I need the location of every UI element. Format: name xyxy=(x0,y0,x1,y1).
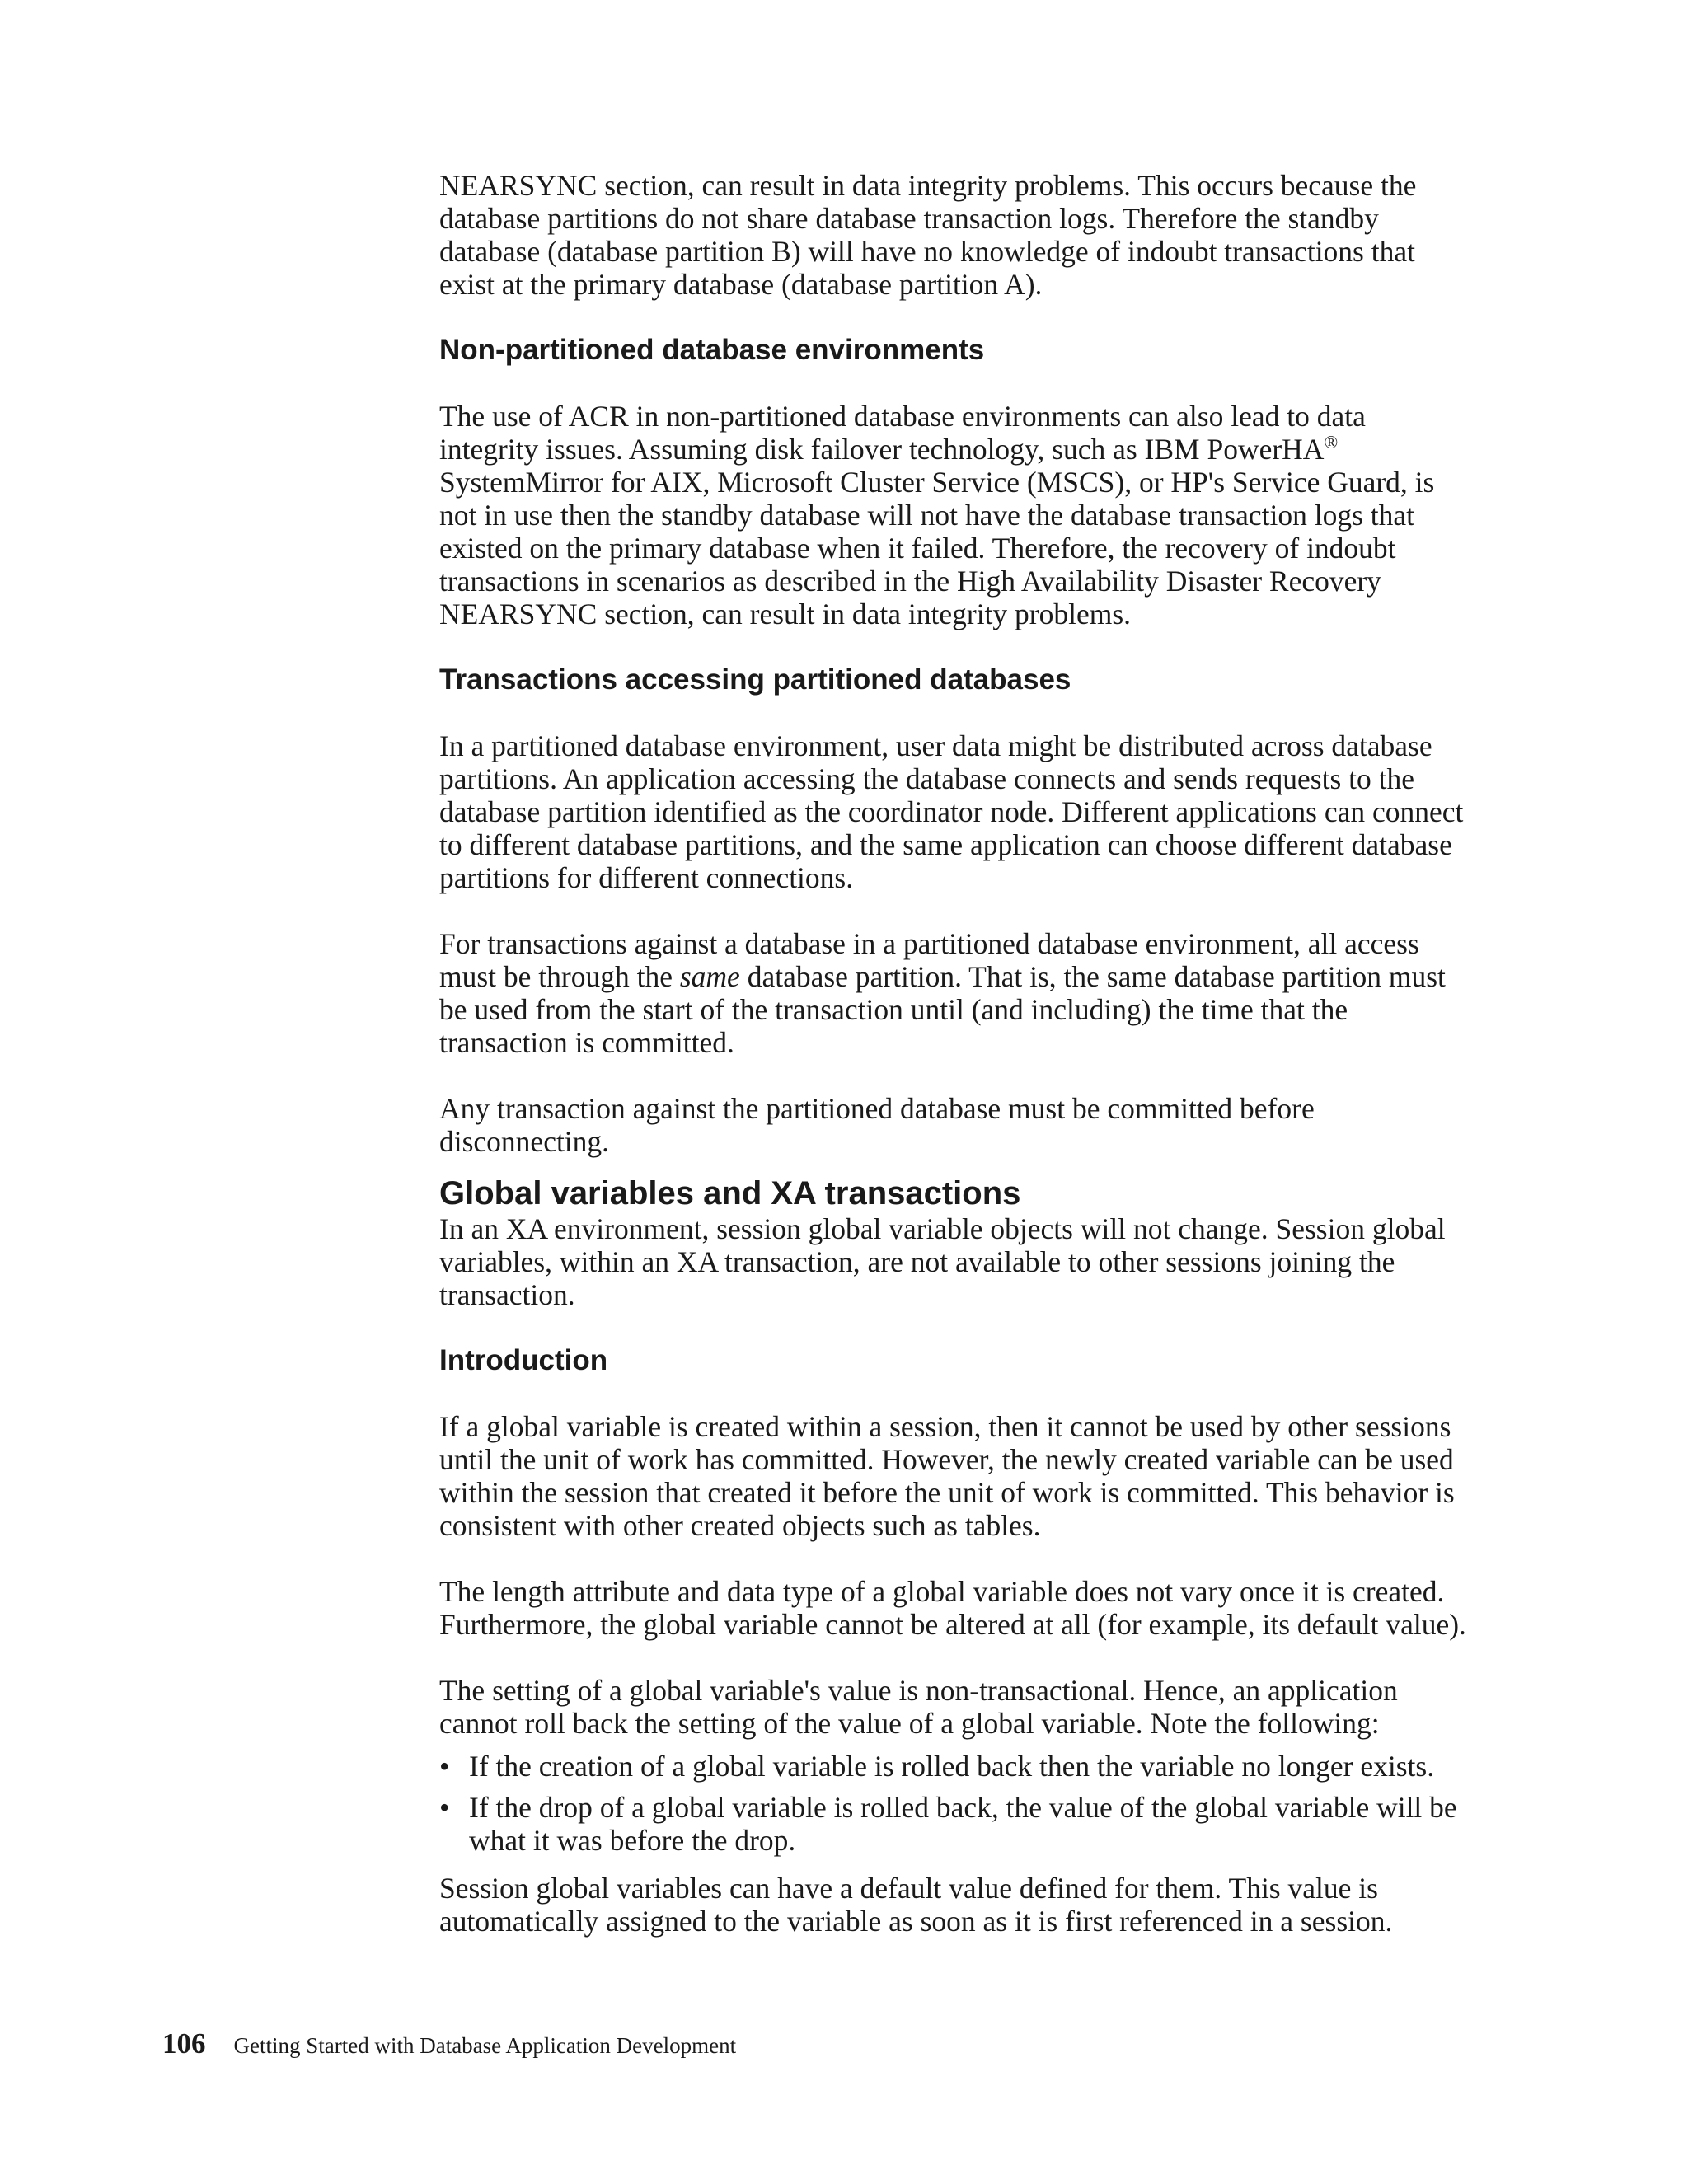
list-item-text: If the drop of a global variable is rolled back, the value of the global variable will be what it was before the drop. xyxy=(469,1791,1457,1857)
page-number: 106 xyxy=(162,2027,206,2060)
paragraph-length-attribute: The length attribute and data type of a global variable does not vary once it is created. Furthermore, the global variable cannot be altered at all (for example, its default value). xyxy=(439,1575,1466,1641)
list-item xyxy=(439,1750,1470,1783)
paragraph-xa-environment: In an XA environment, session global variable objects will not change. Session global variables, within an XA transaction, are not available to other sessions joining the transaction. xyxy=(439,1212,1446,1311)
paragraph-default-value: Session global variables can have a default value defined for them. This value is automatically assigned to the variable as soon as it is first referenced in a session. xyxy=(439,1872,1393,1938)
bullet-list xyxy=(439,1750,1470,1857)
list-item xyxy=(439,1791,1470,1857)
book-title: Getting Started with Database Application Development xyxy=(233,2033,737,2058)
paragraph-non-partitioned-part1: The use of ACR in non-partitioned database environments can also lead to data integrity issues. Assuming disk failover technology, such as IBM PowerHA xyxy=(439,400,1366,466)
paragraph-partitioned-env: In a partitioned database environment, user data might be distributed across database partitions. An application accessing the database connects and sends requests to the database partition identified as the coordinator node. Different applications can connect to different database partitions, and the same application can choose different database partitions for different connections. xyxy=(439,729,1464,894)
emphasis-same: same xyxy=(679,960,740,993)
page-footer xyxy=(162,2027,736,2060)
bullet-icon: • xyxy=(439,1791,450,1824)
heading-global-variables-xa: Global variables and XA transactions xyxy=(439,1175,1021,1212)
paragraph-nearsync-continued: NEARSYNC section, can result in data integrity problems. This occurs because the database partitions do not share database transaction logs. Therefore the standby database (database partition B) will have no knowledge of indoubt transactions that exist at the primary database (database partition A). xyxy=(439,169,1417,301)
page-body xyxy=(439,169,1470,1971)
paragraph-non-partitioned-part2: SystemMirror for AIX, Microsoft Cluster Service (MSCS), or HP's Service Guard, is not in use then the standby database will not have the database transaction logs that existed on the primary database when it failed. Therefore, the recovery of indoubt transactions in scenarios as described in the High Availability Disaster Recovery NEARSYNC section, can result in data integrity problems. xyxy=(439,466,1435,630)
paragraph-non-transactional: The setting of a global variable's value is non-transactional. Hence, an application cannot roll back the setting of the value of a global variable. Note the following: xyxy=(439,1674,1398,1740)
paragraph-non-partitioned xyxy=(439,400,1470,630)
heading-transactions-partitioned: Transactions accessing partitioned databases xyxy=(439,663,1071,696)
paragraph-global-created: If a global variable is created within a session, then it cannot be used by other sessions until the unit of work has committed. However, the newly created variable can be used within the session that created it before the unit of work is committed. This behavior is consistent with other created objects such as tables. xyxy=(439,1410,1455,1542)
heading-non-partitioned: Non-partitioned database environments xyxy=(439,334,985,366)
bullet-icon: • xyxy=(439,1750,450,1783)
paragraph-same-partition-part1: For transactions against a database in a partitioned database environment, all access must be through the xyxy=(439,927,1419,993)
paragraph-same-partition xyxy=(439,927,1470,1059)
registered-mark: ® xyxy=(1324,432,1339,453)
heading-introduction: Introduction xyxy=(439,1344,608,1376)
paragraph-same-partition-part2: database partition. That is, the same database partition must be used from the start of the transaction until (and including) the time that the transaction is committed. xyxy=(439,960,1446,1059)
list-item-text: If the creation of a global variable is rolled back then the variable no longer exists. xyxy=(469,1750,1435,1783)
paragraph-commit-before-disconnect: Any transaction against the partitioned database must be committed before disconnecting. xyxy=(439,1092,1315,1158)
